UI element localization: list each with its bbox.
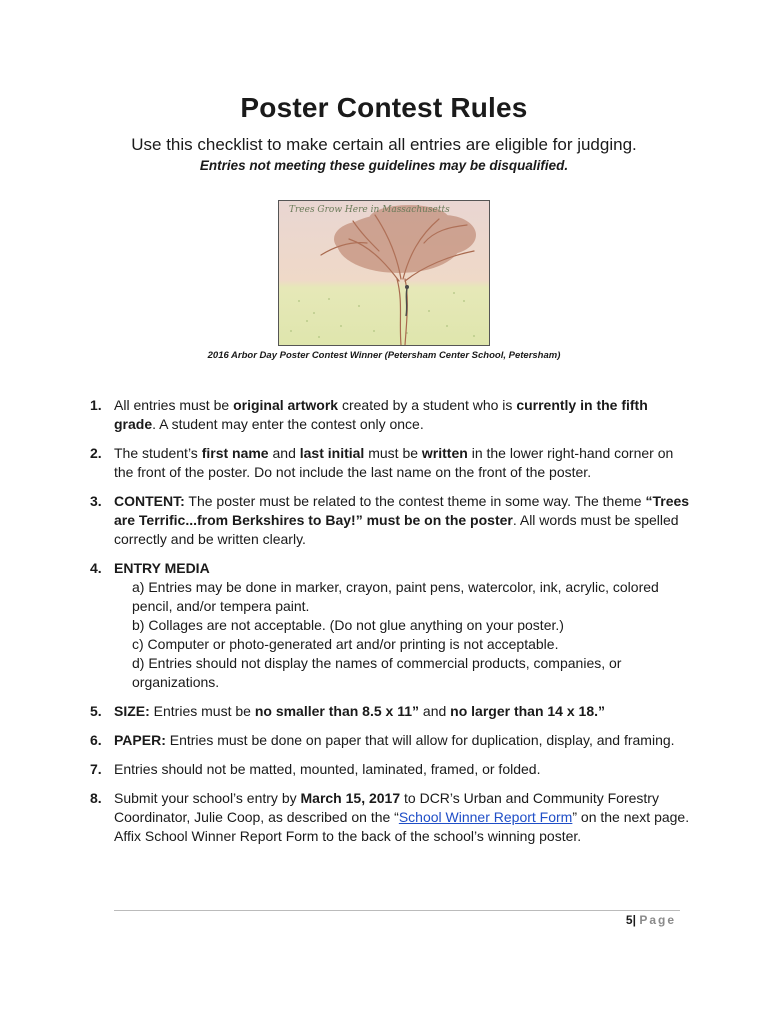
rule-number: 2. [90,445,102,461]
rule-number: 8. [90,790,102,806]
rule-number: 6. [90,732,102,748]
rule-6: 6. PAPER: Entries must be done on paper that will allow for duplication, display, and framing. [90,732,675,748]
rule-8: 8. Submit your school’s entry by March 15, 2017 to DCR’s Urban and Community Forestry Coordinator, Julie Coop, as described on the “School Winner Report Form” on the next page. Affix School Winner Report Form to the back of the school’s winning poster. [90,790,690,844]
sub-rule-a: a) Entries may be done in marker, crayon, paint pens, watercolor, ink, acrylic, colored pencil, and/or tempera paint. [132,579,659,614]
rule-2: 2. The student’s first name and last initial must be written in the lower right-hand corner on the front of the poster. Do not include the last name on the front of the poster. [90,445,674,480]
rule-5: 5. SIZE: Entries must be no smaller than 8.5 x 11” and no larger than 14 x 18.” [90,703,605,719]
sub-rule-d: d) Entries should not display the names of commercial products, companies, or organizations. [132,655,622,690]
rule-number: 3. [90,493,102,509]
rule-4 [90,559,690,692]
rule-number: 1. [90,397,102,413]
rule-3: 3. CONTENT: The poster must be related to the contest theme in some way. The theme “Trees are Terrific...from Berkshires to Bay!” must be on the poster. All words must be spelled correctly and be written clearly. [90,493,690,547]
sub-rule-b: b) Collages are not acceptable. (Do not glue anything on your poster.) [132,617,564,633]
school-winner-report-form-link[interactable]: School Winner Report Form [398,809,573,825]
tree-drawing [279,201,489,345]
sub-rule-c: c) Computer or photo-generated art and/or printing is not acceptable. [132,636,559,652]
rule-number: 4. [90,560,102,576]
rule-1: 1. All entries must be original artwork created by a student who is currently in the fifth grade. A student may enter the contest only once. [90,397,648,432]
page-footer [626,913,676,927]
poster-caption: 2016 Arbor Day Poster Contest Winner (Petersham Center School, Petersham) [207,350,561,361]
disqualification-warning: Entries not meeting these guidelines may be disqualified. [199,158,569,173]
winning-poster-image [278,200,490,346]
page-number: 5 [625,913,633,927]
page-label: Page [639,913,676,927]
rule-heading: ENTRY MEDIA [114,560,210,576]
footer-divider [114,910,680,911]
page-title: Poster Contest Rules [240,92,528,123]
poster-handwritten-text: Trees Grow Here in Massachusetts [289,205,450,215]
rule-number: 7. [90,761,102,777]
rule-7: 7. Entries should not be matted, mounted, laminated, framed, or folded. [90,761,541,777]
page-subtitle: Use this checklist to make certain all entries are eligible for judging. [131,135,637,154]
rule-number: 5. [90,703,102,719]
footer-separator: | [632,913,636,927]
rules-list [90,396,690,856]
